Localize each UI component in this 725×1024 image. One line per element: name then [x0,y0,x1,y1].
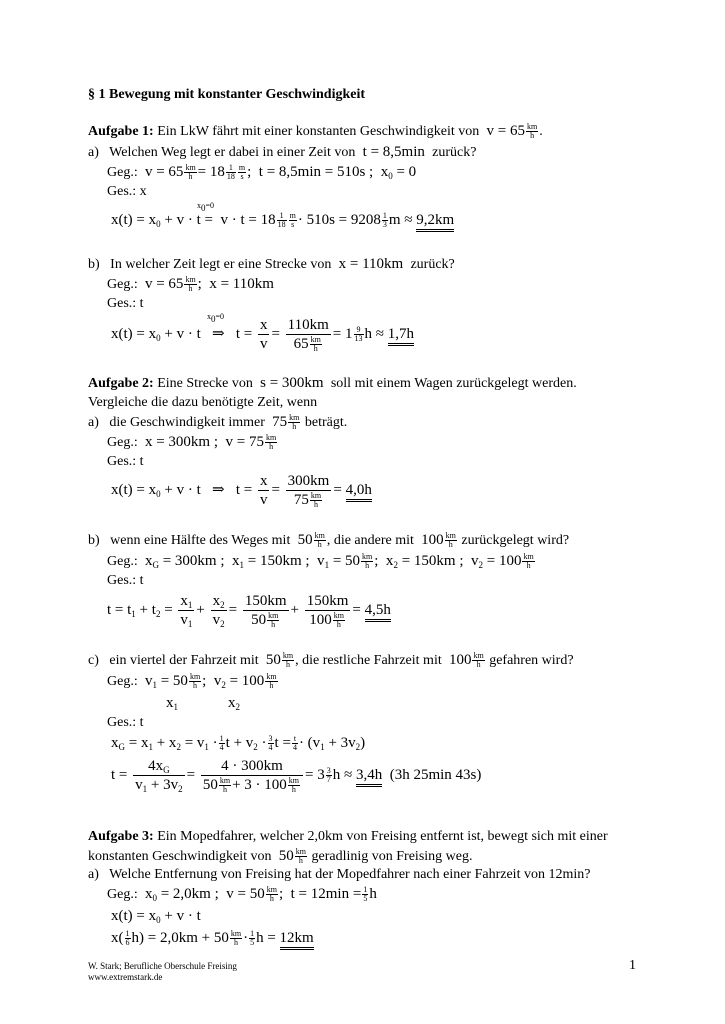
task1a-wanted: Ges.: x [107,184,147,199]
task2a-wanted: Ges.: t [107,454,144,469]
task1b-question: b) In welcher Zeit legt er eine Strecke von x = 110km zurück? [88,256,455,272]
task2a-question: a) die Geschwindigkeit immer 75 $\frac{km}{h}$ beträgt. [88,413,348,432]
task3a-given: Geg.: $x_0 = 2,0km$ ; v = 50 $\frac{km}{h}$ ; t = 12min = $\frac{1}{5}$ h [107,885,377,904]
task2c-wanted: Ges.: t [107,715,144,730]
task1b-condition: $x_0=0$ [207,312,225,324]
task2b-given: Geg.: $x_G = 300km$ ; $x_1 = 150km$ ; $v_1 = 50$ $\frac{km}{h}$ ; $x_2 = 150km$ ; $v_2 = 100$ $\frac{km}{h}$ [107,552,534,571]
task1b-given: Geg.: v = 65 $\frac{km}{h}$ ; x = 110km [107,275,274,294]
task1a-question: a) Welchen Weg legt er dabei in einer Zeit von t = 8,5min zurück? [88,144,477,160]
task3-label: Aufgabe 3: [88,829,154,844]
task3-intro: Aufgabe 3: Ein Mopedfahrer, welcher 2,0km von Freising entfernt ist, bewegt sich mit einer [88,829,608,844]
task1-intro: Aufgabe 1: Ein LkW fährt mit einer konstanten Geschwindigkeit von v = 65 $\frac{km}{h}$ . [88,122,543,141]
section-title: § 1 Bewegung mit konstanter Geschwindigkeit [88,87,366,102]
task2c-x1: $x_1$ [166,695,178,712]
task2a-solution: $x(t) = x_0 + v \cdot t$ ⇒ t = $\frac{x}{v}$ = 300km 75 $\frac{km}{h}$ = 4,0h [111,473,372,510]
task3a-eq1: $x(t) = x_0 + v \cdot t$ [111,908,201,925]
task2-label: Aufgabe 2: [88,376,154,391]
task2a-given: Geg.: x = 300km ; v = 75 $\frac{km}{h}$ [107,433,277,452]
task2c-x2: $x_2$ [228,695,240,712]
task1b-solution: $x(t) = x_0 + v \cdot t$ ⇒ t = $\frac{x}{v}$ = 110km 65 $\frac{km}{h}$ = 1 $\frac{9}{13}$ h ≈ 1,7h [111,317,414,354]
task2b-question: b) wenn eine Hälfte des Weges mit 50 $\frac{km}{h}$ , die andere mit 100 $\frac{km}{h}$ zurückgelegt wird? [88,531,570,550]
task2c-eq1: $x_G = x_1 + x_2 = v_1$ · $\frac{1}{4}$ $t + v_2$ · $\frac{3}{4}$ t = $\frac{t}{4}$ · $(v_1 + 3v_2)$ [111,734,366,753]
task2b-solution: $t = t_1 + t_2$ = $\frac{x_1}{v_1}$ + $\frac{x_2}{v_2}$ = 150km 50 $\frac{km}{h}$ + 150km 100 $\frac{km}{h}$ = 4,5h [107,593,391,630]
task1a-solution: $x(t) = x_0 + v \cdot t = v \cdot t = 18$ $\frac{1}{18}$ $\frac{m}{s}$ · 510s = 9208 $\frac{1}{3}$ m ≈ 9,2km [111,212,454,229]
task1b-wanted: Ges.: t [107,296,144,311]
footer-url: www.extremstark.de [88,972,163,982]
task2-intro: Aufgabe 2: Eine Strecke von s = 300km soll mit einem Wagen zurückgelegt werden. [88,375,577,391]
task1a-given: Geg.: v = 65 $\frac{km}{h}$ = 18 $\frac{1}{18}$ $\frac{m}{s}$ ; t = 8,5min = 510s ; $x_0 = 0$ [107,163,417,182]
task1-text: Ein LkW fährt mit einer konstanten Geschwindigkeit von [157,124,480,139]
task3a-eq2: x( $\frac{1}{6}$ h) = 2,0km + 50 $\frac{km}{h}$ · $\frac{1}{5}$ h = 12km [111,930,314,947]
page-number: 1 [629,958,636,973]
task3-intro-line2: konstanten Geschwindigkeit von 50 $\frac{km}{h}$ geradlinig von Freising weg. [88,847,473,866]
task2c-eq2: t = $\frac{4x_G}{v_1 + 3v_2}$ = 4 · 300km 50 $\frac{km}{h}$ + 3 · 100 $\frac{km}{h}$ = 3 $\frac{3}{7}$ h ≈ 3,4h (3h 25min 43s) [111,758,482,795]
task1-label: Aufgabe 1: [88,124,154,139]
task1a-condition: $x_0=0$ [197,201,215,213]
task2b-wanted: Ges.: t [107,573,144,588]
footer-author: W. Stark; Berufliche Oberschule Freising [88,961,237,971]
task2-intro-line2: Vergleiche die dazu benötigte Zeit, wenn [88,395,318,410]
task2c-question: c) ein viertel der Fahrzeit mit 50 $\frac{km}{h}$ , die restliche Fahrzeit mit 100 $\frac{km}{h}$ gefahren wird? [88,651,574,670]
task3a-question: a) Welche Entfernung von Freising hat der Mopedfahrer nach einer Fahrzeit von 12min? [88,867,591,882]
task2c-given: Geg.: $v_1 = 50$ $\frac{km}{h}$ ; $v_2 = 100$ $\frac{km}{h}$ [107,672,277,691]
